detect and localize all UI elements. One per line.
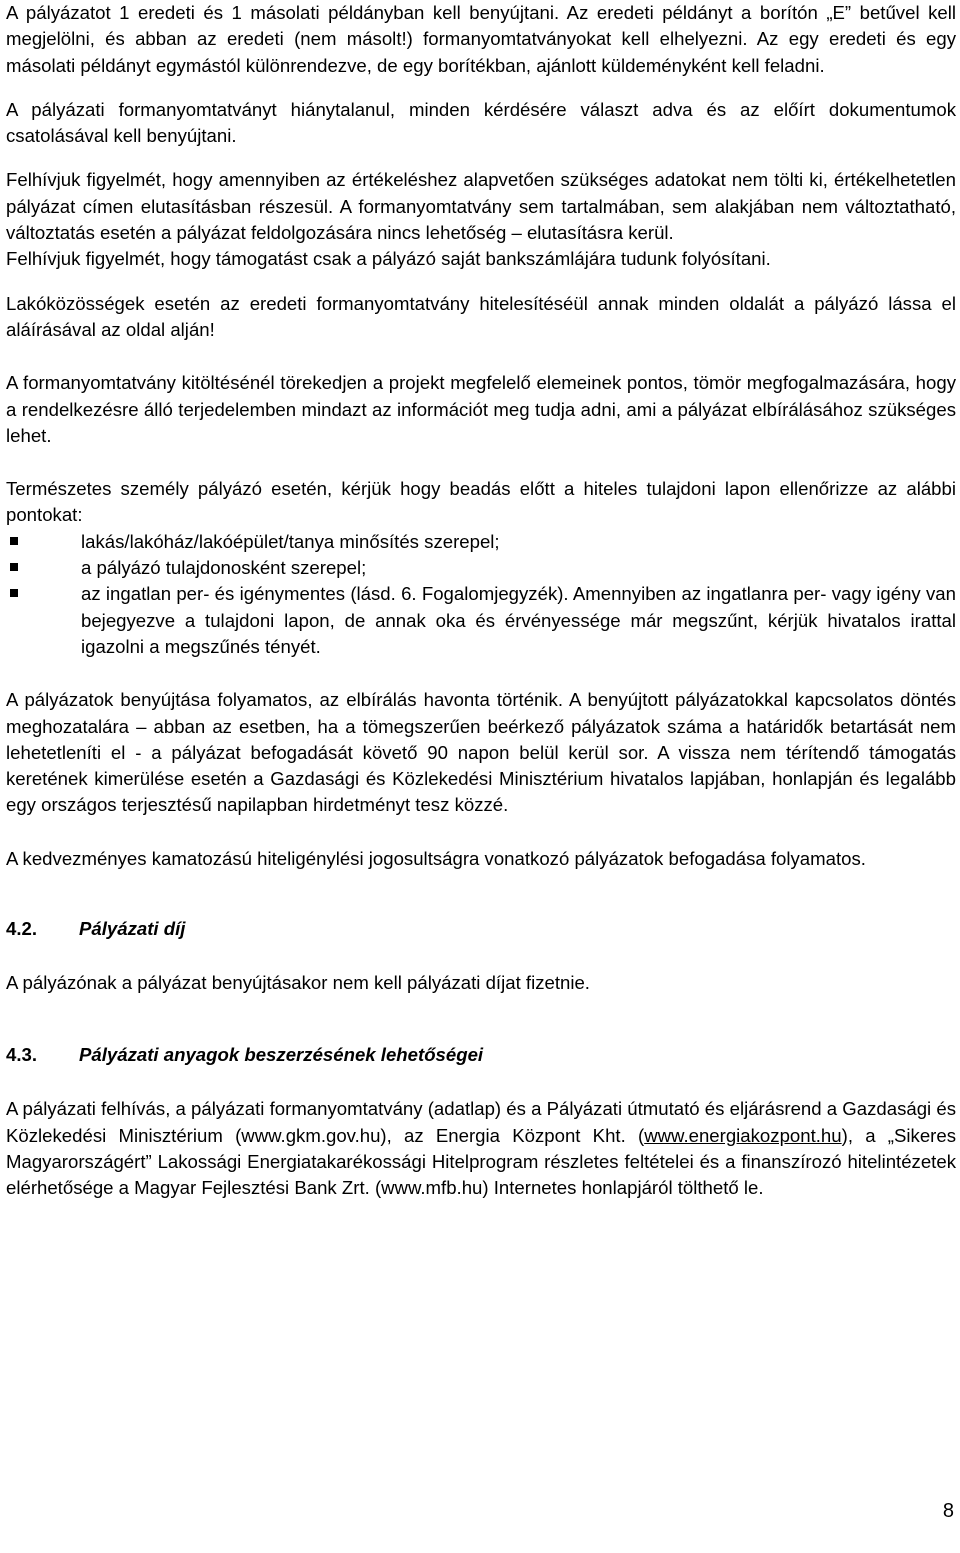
paragraph-complete-form: A pályázati formanyomtatványt hiánytalanul, minden kérdésére választ adva és az előírt dokumentumok csatolásával kell benyújtani. [6,98,956,147]
list-item [6,529,956,555]
paragraph-materials-sources [6,1096,956,1201]
paragraph-application-fee: A pályázónak a pályázat benyújtásakor nem kell pályázati díjat fizetnie. [6,972,590,994]
paragraph-rejection-warning: Felhívjuk figyelmét, hogy amennyiben az értékeléshez alapvetően szükséges adatokat nem tölti ki, értékelhetetlen pályázat címen elutasításban részesül. A formanyomtatvány sem tartalmában, sem alakjában nem változtatható, változtatás esetén a pályázat feldolgozására nincs lehetőség – elutasításra kerül. [6,169,956,244]
section-number: 4.2. [6,918,38,940]
paragraph-submission-copies: A pályázatot 1 eredeti és 1 másolati példányban kell benyújtani. Az eredeti példányt a borítón „E” betűvel kell megjelölni, és abban az eredeti (nem másolt!) formanyomtatványokat kell elhelyezni. Az egy eredeti és egy másolati példányt egymástól különrendezve, de egy borítékban, ajánlott küldeményként kell feladni. [6,2,956,76]
list-item [6,555,956,581]
section-heading-4-3 [6,1042,956,1068]
paragraph-property-check-intro: Természetes személy pályázó esetén, kérjük hogy beadás előtt a hiteles tulajdoni lapon ellenőrizze az alábbi pontokat: [6,478,956,526]
section-number: 4.3. [6,1044,38,1066]
section-heading-4-2 [6,916,956,942]
page-number: 8 [942,1500,954,1522]
paragraph-residential-community: Lakóközösségek esetén az eredeti formanyomtatvány hitelesítéséül annak minden oldalát a pályázó lássa el aláírásával az oldal alján! [6,292,956,340]
paragraph-loan-eligibility: A kedvezményes kamatozású hiteligénylési jogosultságra vonatkozó pályázatok befogadása folyamatos. [6,847,866,869]
paragraph-form-completion: A formanyomtatvány kitöltésénél törekedjen a projekt megfelelő elemeinek pontos, tömör megfogalmazására, hogy a rendelkezésre álló terjedelemben mindazt az információt meg tudja adni, ami a pályázat elbírálásához szükséges lehet. [6,372,956,446]
property-check-list [6,529,956,660]
paragraph-bank-account-notice: Felhívjuk figyelmét, hogy támogatást csak a pályázó saját bankszámlájára tudunk folyósítani. [6,248,771,270]
materials-text-start: A pályázati felhívás, a pályázati formanyomtatvány (adatlap) és a Pályázati útmutató és eljárásrend a Gazdasági és Közlekedési Minisztérium (www.gkm.gov.hu), az Energia Központ Kht. ( [6,1098,956,1146]
square-bullet-icon [10,563,18,571]
paragraph-evaluation-process: A pályázatok benyújtása folyamatos, az elbírálás havonta történik. A benyújtott pályázatokkal kapcsolatos döntés meghozatalára – abban az esetben, ha a tömegszerűen beérkező pályázatok száma a határidők betartását nem lehetetleníti el - a pályázat befogadását követő 90 napon belül kerül sor. A vissza nem térítendő támogatás keretének kimerülése esetén a Gazdasági és Közlekedési Minisztérium hivatalos lapjában, honlapján és legalább egy országos terjesztésű napilapban hirdetményt tesz közzé. [6,689,956,816]
document-page [6,0,956,1202]
energiakozpont-link[interactable]: www.energiakozpont.hu [644,1124,842,1146]
square-bullet-icon [10,589,18,597]
section-title: Pályázati díj [79,918,186,940]
list-item-text: a pályázó tulajdonosként szerepel; [81,557,367,579]
list-item-text: lakás/lakóház/lakóépület/tanya minősítés szerepel; [81,530,500,552]
square-bullet-icon [10,537,18,545]
list-item-text: az ingatlan per- és igénymentes (lásd. 6. Fogalomjegyzék). Amennyiben az ingatlanra per- vagy igény van bejegyezve a tulajdoni lapon, de annak oka és érvényessége már megszűnt, kérjük hivatalos irattal igazolni a megszűnés tényét. [81,583,956,657]
list-item [6,581,956,660]
materials-text-end: ), a „Sikeres Magyarországért” Lakossági Energiatakarékossági Hitelprogram részletes feltételei és a finanszírozó hitelintézetek elérhetősége a Magyar Fejlesztési Bank Zrt. (www.mfb.hu) Internetes honlapjáról tölthető le. [6,1124,956,1199]
section-title: Pályázati anyagok beszerzésének lehetőségei [79,1044,484,1066]
